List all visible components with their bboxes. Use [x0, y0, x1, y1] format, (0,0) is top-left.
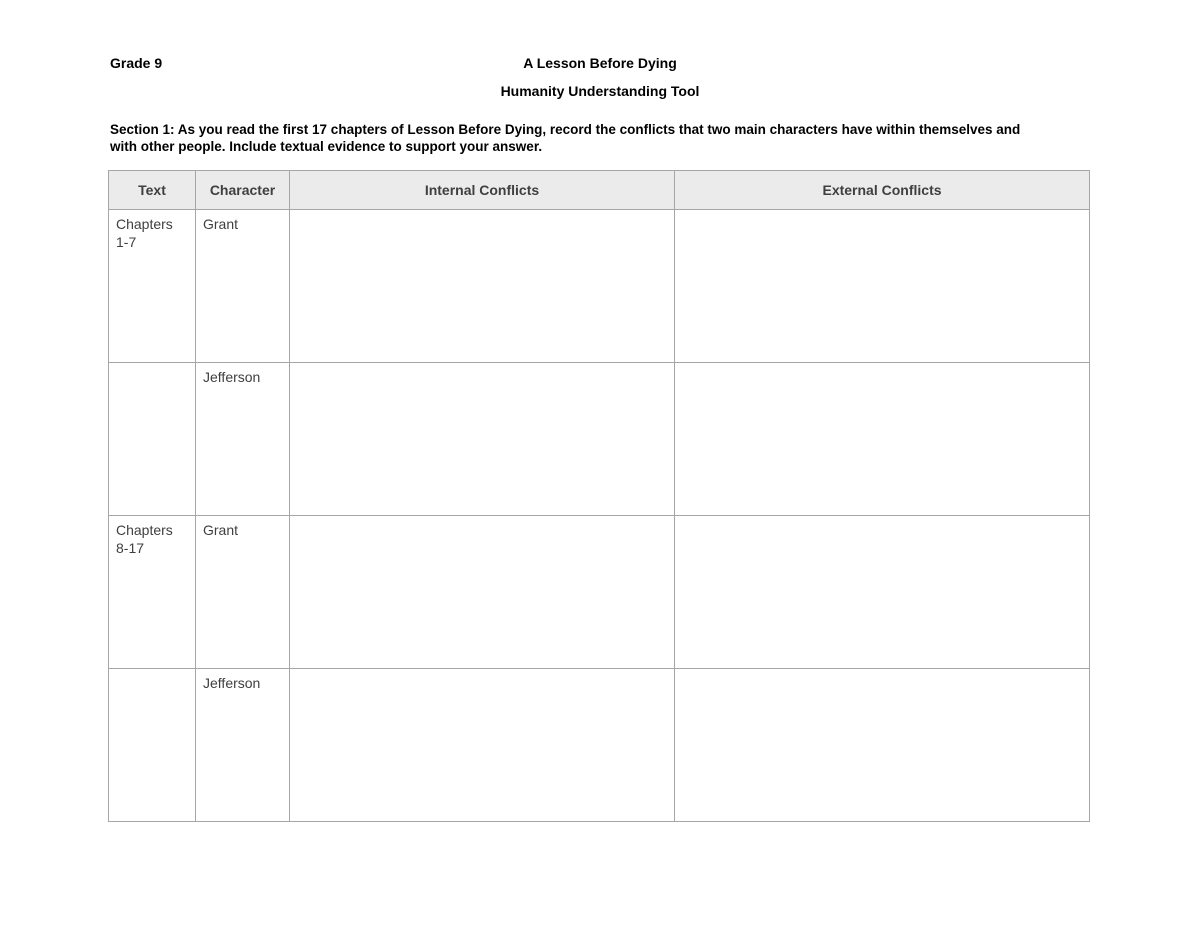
- character-cell-value: Jefferson: [203, 369, 261, 385]
- external-conflicts-value: [675, 669, 1089, 674]
- character-cell: [196, 363, 290, 516]
- internal-conflicts-value: [290, 363, 674, 368]
- header-external-conflicts: External Conflicts: [675, 171, 1090, 210]
- document-title: A Lesson Before Dying: [523, 55, 677, 71]
- character-cell: [196, 669, 290, 822]
- header-internal-conflicts: Internal Conflicts: [290, 171, 675, 210]
- external-conflicts-cell[interactable]: [675, 516, 1090, 669]
- conflicts-table: [108, 170, 1090, 822]
- table-header-row: [109, 171, 1090, 210]
- table-row: [109, 669, 1090, 822]
- external-conflicts-cell[interactable]: [675, 210, 1090, 363]
- table-row: [109, 516, 1090, 669]
- text-cell-value: [109, 363, 195, 368]
- external-conflicts-value: [675, 363, 1089, 368]
- header-character: Character: [196, 171, 290, 210]
- internal-conflicts-cell[interactable]: [290, 516, 675, 669]
- external-conflicts-cell[interactable]: [675, 669, 1090, 822]
- document-subtitle: Humanity Understanding Tool: [500, 83, 700, 99]
- text-cell-value: [109, 669, 195, 674]
- internal-conflicts-value: [290, 516, 674, 521]
- internal-conflicts-value: [290, 210, 674, 215]
- internal-conflicts-value: [290, 669, 674, 674]
- text-cell: [109, 363, 196, 516]
- text-cell: [109, 669, 196, 822]
- header-text: Text: [109, 171, 196, 210]
- character-cell: [196, 210, 290, 363]
- text-cell: [109, 210, 196, 363]
- character-cell-value: Grant: [203, 522, 239, 538]
- external-conflicts-value: [675, 210, 1089, 215]
- external-conflicts-value: [675, 516, 1089, 521]
- text-cell-value: Chapters 8-17: [116, 522, 173, 556]
- internal-conflicts-cell[interactable]: [290, 669, 675, 822]
- character-cell-value: Jefferson: [203, 675, 261, 691]
- text-cell-value: Chapters 1-7: [116, 216, 173, 250]
- table-row: [109, 363, 1090, 516]
- text-cell: [109, 516, 196, 669]
- character-cell-value: Grant: [203, 216, 239, 232]
- table-row: [109, 210, 1090, 363]
- internal-conflicts-cell[interactable]: [290, 210, 675, 363]
- section-instructions: Section 1: As you read the first 17 chapters of Lesson Before Dying, record the conflicts that two main characters have within themselves and with other people. Include textual evidence to support your answer.: [110, 122, 1021, 154]
- grade-label: Grade 9: [110, 55, 163, 71]
- external-conflicts-cell[interactable]: [675, 363, 1090, 516]
- internal-conflicts-cell[interactable]: [290, 363, 675, 516]
- character-cell: [196, 516, 290, 669]
